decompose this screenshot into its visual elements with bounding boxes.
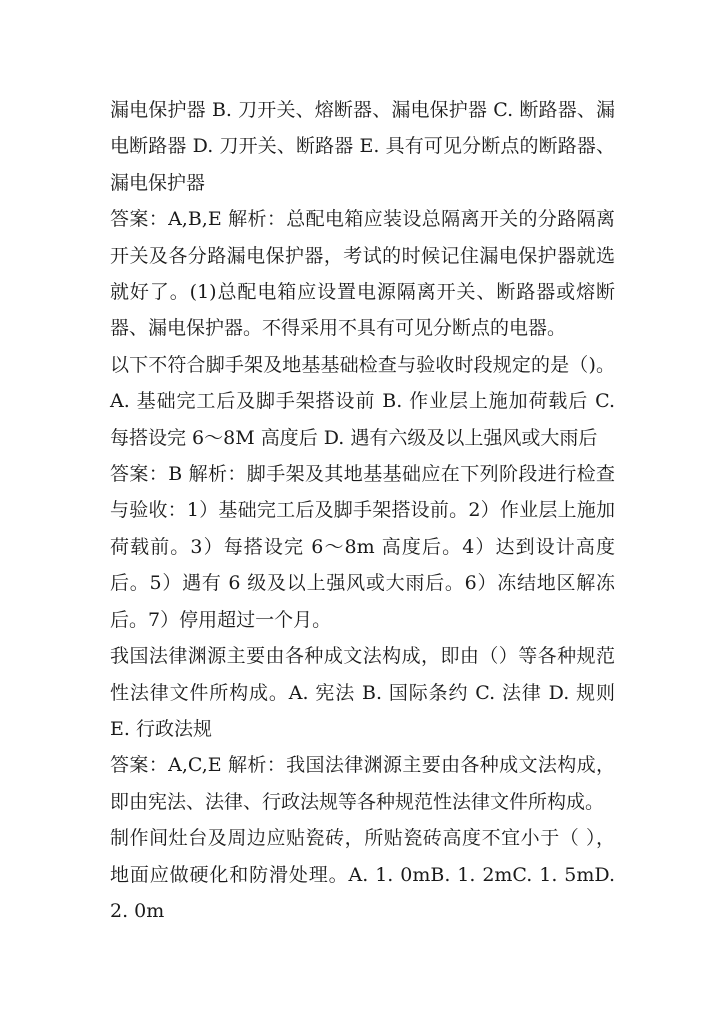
paragraph-question-4: 制作间灶台及周边应贴瓷砖，所贴瓷砖高度不宜小于（ ），地面应做硬化和防滑处理。A. 1. 0mB. 1. 2mC. 1. 5mD. 2. 0m — [110, 827, 615, 922]
document-body — [110, 92, 615, 929]
paragraph-answer-1: 答案：A,B,E 解析：总配电箱应装设总隔离开关的分路隔离开关及各分路漏电保护器，考试的时候记住漏电保护器就选就好了。(1)总配电箱应设置电源隔离开关、断路器或熔断器、漏电保护器。不得采用不具有可见分断点的电器。 — [110, 208, 615, 340]
paragraph-options-continued: 漏电保护器 B. 刀开关、熔断器、漏电保护器 C. 断路器、漏电断路器 D. 刀开关、断路器 E. 具有可见分断点的断路器、漏电保护器 — [110, 99, 615, 194]
paragraph-question-2: 以下不符合脚手架及地基基础检查与验收时段规定的是（)。A. 基础完工后及脚手架搭设前 B. 作业层上施加荷载后 C. 每搭设完 6～8M 高度后 D. 遇有六级及以上强风或大雨后 — [110, 353, 615, 449]
paragraph-answer-3: 答案：A,C,E 解析：我国法律渊源主要由各种成文法构成，即由宪法、法律、行政法规等各种规范性法律文件所构成。 — [110, 754, 615, 813]
paragraph-answer-2: 答案：B 解析：脚手架及其地基基础应在下列阶段进行检查与验收：1）基础完工后及脚手架搭设前。2）作业层上施加荷载前。3）每搭设完 6～8m 高度后。4）达到设计高度后。5）遇有 6 级及以上强风或大雨后。6）冻结地区解冻后。7）停用超过一个月。 — [110, 463, 615, 631]
paragraph-question-3: 我国法律渊源主要由各种成文法构成，即由（）等各种规范性法律文件所构成。A. 宪法 B. 国际条约 C. 法律 D. 规则 E. 行政法规 — [110, 645, 615, 740]
